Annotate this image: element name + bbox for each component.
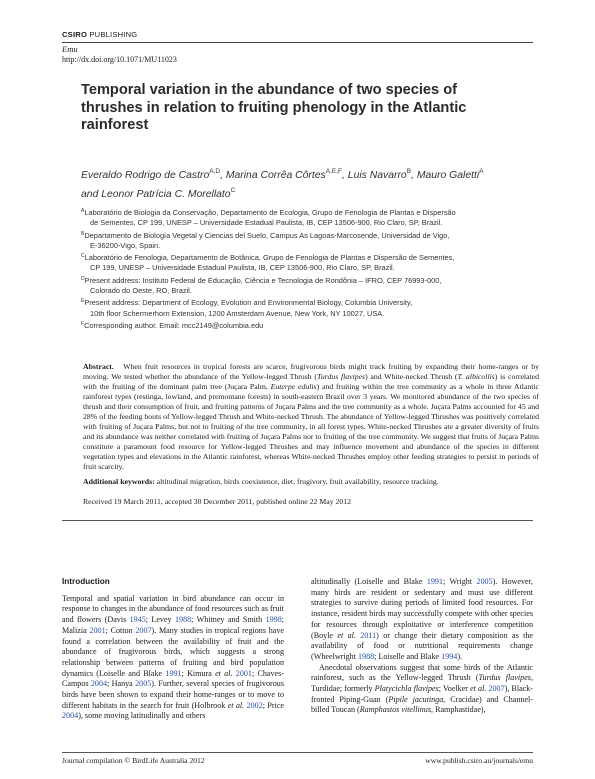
ref-link[interactable]: 1945 — [129, 615, 146, 625]
journal-url[interactable]: www.publish.csiro.au/journals/emu — [425, 756, 533, 765]
ref-link[interactable]: 1988 — [357, 651, 375, 661]
journal-compilation: Journal compilation © BirdLife Australia 2012 — [62, 756, 205, 765]
ref-link[interactable]: 1998 — [265, 615, 282, 625]
ref-link[interactable]: 2004 — [90, 679, 108, 689]
affiliation-e: $^E$Present address: Department of Ecology, Evolution and Environmental Biology, Columbia University, 10th floor Schermerhorn Extension, 1200 Amsterdam Avenue, New York, NY 10027, USA. — [81, 298, 413, 318]
abstract: Abstract. When fruit resources in tropical forests are scarce, frugivorous birds might track fruiting by expanding their home-ranges or by moving. We tested whether the abundance of the Yellow-legged Thrush (Turdus flavipes) and White-necked Thrush (T. albicollis) is correlated with the fruiting of the dominant palm tree (Juçara Palm, Euterpe edulis) and fruiting within the tree community as a whole in three Atlantic rainforest types (restinga, lowland, and premontane forests) in south-eastern Brazil over 3 years. We monitored abundance of the two species of thrush and their consumption of fruit, and fruiting patterns of Juçara Palms and the tree community as a whole. Juçara Palms accounted for 45 and 28% of the feeding bouts of Yellow-legged Thrush and White-necked Thrush. The abundance of Yellow-legged Thrushes was positively correlated with fruiting of Juçara Palms, but not to fruiting of the tree community, in all forest types. White-necked Thrushes ate a greater diversity of fruits and its abundance was neither correlated with fruiting of Juçara Palms nor to fruiting of the tree community. We suggest that fruits of Juçara Palms constitute a paramount food resource for Yellow-legged Thrushes and may influence movement and abundance of the species in different vegetation types and elevations in the Atlantic rainforest, whereas White-necked Thrushes employ other feeding strategies to persist in periods of fruit scarcity. — [83, 362, 540, 471]
section-divider — [62, 520, 533, 521]
affiliation-f: $^F$Corresponding author. Email: mcc2149@columbia.edu — [81, 320, 264, 330]
ref-link[interactable]: 2004 — [62, 711, 79, 721]
journal-header — [62, 30, 533, 65]
affiliations — [81, 206, 541, 331]
header-rule — [62, 42, 533, 43]
ref-link[interactable]: 2011 — [360, 630, 377, 640]
article-title: Temporal variation in the abundance of two species of thrushes in relation to fruiting phenology in the Atlantic rainforest — [81, 82, 467, 133]
ref-link[interactable]: 2005 — [135, 679, 152, 689]
ref-link[interactable]: 1991 — [426, 577, 443, 586]
ref-link[interactable]: 1991 — [165, 668, 182, 678]
corresponding-author[interactable]: Corresponding author. Email: mcc2149@columbia.edu — [84, 320, 264, 330]
affiliation-b: $^B$Departamento de Biología Vegetal y Ciencias del Suelo, Campus As Lagoas-Marcosende, Universidad de Vigo, E-36200-Vigo, Spain. — [81, 230, 450, 250]
column-right — [311, 577, 533, 716]
intro-paragraph-1: Temporal and spatial variation in bird abundance can occur in response to changes in the abundance of food resources such as fruit and flowers (Davis 1945; Levey 1988; Whitney and Smith 1998; Malizia 2001; Cotton 2007). Many studies in tropical regions have found a correlation between the availability of fruit and the abundance of frugivorous birds, which suggests a strong relationship between patterns of fruiting and bird population dynamics (Loiselle and Blake 1991; Kimura et al. 2001; Chaves-Campos 2004; Hanya 2005). Further, several species of frugivorous birds have been shown to expand their home-ranges or to move to different habitats in the search for fruit (Holbrook et al. 2002; Price 2004), some moving latitudinally and others — [62, 593, 285, 721]
doi-link[interactable]: http://dx.doi.org/10.1071/MU11023 — [62, 55, 177, 64]
ref-link[interactable]: 2007 — [135, 625, 152, 635]
abstract-label: Abstract. — [83, 362, 114, 371]
received-dates: Received 19 March 2011, accepted 30 December 2011, published online 22 May 2012 — [83, 497, 352, 506]
ref-link[interactable]: 2005 — [476, 577, 493, 586]
footer-rule — [62, 752, 533, 753]
ref-link[interactable]: 2002 — [246, 700, 263, 710]
column-left — [62, 577, 284, 722]
intro-paragraph-1-cont: altitudinally (Loiselle and Blake 1991; Wright 2005). However, many birds are resident or sedentary and must use different strategies to survive during periods of limited food resources. For instance, resident birds may successfully compete with other species for resources through exploitative or interference competition (Boyle et al. 2011) or change their dietary composition as the availability of food or nutritional requirements change (Wheelwright 1988; Loiselle and Blake 1994). — [311, 577, 533, 661]
journal-name: Emu — [62, 44, 78, 54]
author-list: Everaldo Rodrigo de Castro$^{A,D}$, Marina Corrêa Côrtes$^{A,E,F}$, Luis Navarro$^B$, Mauro Galetti$^A$ and Leonor Patrícia C. Morellato$^C$ — [81, 168, 484, 200]
keywords: Additional keywords: altitudinal migration, birds coexistence, diet, frugivory, fruit availability, resource tracking. — [83, 477, 439, 486]
affiliation-c: $^C$Laboratório de Fenologia, Departamento de Botânica, Grupo de Fenologia de Plantas e Dispersão de Sementes, CP 199, UNESP – Universidade Estadual Paulista, IB, CEP 13506-900, Rio Claro, SP, Brazil. — [81, 253, 455, 273]
ref-link[interactable]: 1994 — [441, 651, 458, 661]
keywords-label: Additional keywords: — [83, 477, 155, 486]
intro-paragraph-2: Anecdotal observations suggest that some birds of the Atlantic rainforest, such as the Yellow-legged Thrush (Turdus flavipes, Turdidae; formerly Platycichla flavipes; Voelker et al. 2007), Black-fronted Piping-Guan (Pipile jacutinga, Cracidae) and Channel-billed Toucan (Ramphastos vitellinus, Ramphastidae), — [311, 662, 533, 715]
publisher-name: CSIRO PUBLISHING — [62, 30, 138, 39]
affiliation-a: $^A$Laboratório de Biologia da Conservação, Departamento de Ecologia, Grupo de Fenologia de Plantas e Dispersão de Sementes, CP 199, UNESP – Universidade Estadual Paulista, IB, CEP 13506-900, Rio Claro, SP, Brazil. — [81, 208, 456, 228]
ref-link[interactable]: 2007 — [488, 684, 505, 694]
ref-link[interactable]: 2001 — [235, 668, 252, 678]
ref-link[interactable]: 2001 — [89, 625, 106, 635]
affiliation-d: $^D$Present address: Instituto Federal de Educação, Ciência e Tecnologia de Rondônia – IFRO, CEP 76993-000, Colorado do Oeste, RO, Brazil. — [81, 275, 442, 296]
section-heading-introduction: Introduction — [62, 577, 110, 586]
ref-link[interactable]: 1988 — [174, 615, 192, 625]
